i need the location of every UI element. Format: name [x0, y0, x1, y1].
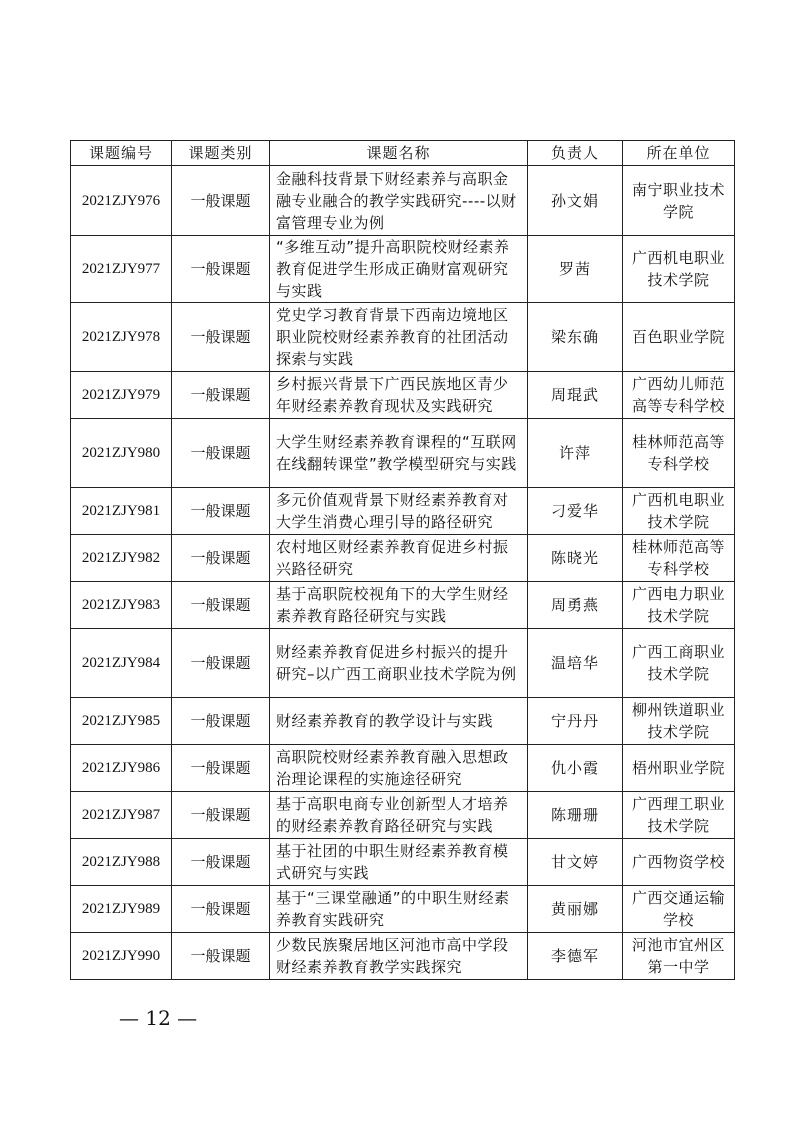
leader-cell: 梁东确: [528, 303, 623, 372]
project-type-cell: 一般课题: [172, 933, 270, 980]
table-header-row: [71, 141, 735, 166]
leader-cell: 罗茜: [528, 236, 623, 303]
table-row: [71, 745, 735, 792]
project-type-cell: 一般课题: [172, 792, 270, 839]
project-id-cell: 2021ZJY987: [71, 792, 172, 839]
project-type-cell: 一般课题: [172, 166, 270, 236]
table-row: [71, 629, 735, 698]
unit-cell: 广西幼儿师范高等专科学校: [623, 372, 735, 419]
project-type-cell: 一般课题: [172, 629, 270, 698]
project-table: [70, 140, 735, 980]
project-id-cell: 2021ZJY977: [71, 236, 172, 303]
leader-cell: 李德军: [528, 933, 623, 980]
header-project-type: 课题类别: [172, 141, 270, 166]
table-row: [71, 303, 735, 372]
table-row: [71, 839, 735, 886]
page-number: — 12 —: [119, 1006, 198, 1030]
project-id-cell: 2021ZJY986: [71, 745, 172, 792]
header-unit: 所在单位: [623, 141, 735, 166]
table-row: [71, 698, 735, 745]
header-project-title: 课题名称: [270, 141, 528, 166]
project-type-cell: 一般课题: [172, 839, 270, 886]
project-title-cell: 财经素养教育促进乡村振兴的提升研究–以广西工商职业技术学院为例: [270, 629, 528, 698]
project-id-cell: 2021ZJY985: [71, 698, 172, 745]
table-row: [71, 488, 735, 535]
project-type-cell: 一般课题: [172, 488, 270, 535]
project-type-cell: 一般课题: [172, 745, 270, 792]
header-leader: 负责人: [528, 141, 623, 166]
table-row: [71, 236, 735, 303]
project-id-cell: 2021ZJY978: [71, 303, 172, 372]
table-row: [71, 792, 735, 839]
leader-cell: 陈珊珊: [528, 792, 623, 839]
table-row: [71, 886, 735, 933]
unit-cell: 百色职业学院: [623, 303, 735, 372]
project-title-cell: 党史学习教育背景下西南边境地区职业院校财经素养教育的社团活动探索与实践: [270, 303, 528, 372]
project-id-cell: 2021ZJY983: [71, 582, 172, 629]
unit-cell: 广西物资学校: [623, 839, 735, 886]
project-title-cell: 基于社团的中职生财经素养教育模式研究与实践: [270, 839, 528, 886]
project-type-cell: 一般课题: [172, 698, 270, 745]
unit-cell: 梧州职业学院: [623, 745, 735, 792]
unit-cell: 广西电力职业技术学院: [623, 582, 735, 629]
leader-cell: 周琨武: [528, 372, 623, 419]
unit-cell: 河池市宜州区第一中学: [623, 933, 735, 980]
project-title-cell: 乡村振兴背景下广西民族地区青少年财经素养教育现状及实践研究: [270, 372, 528, 419]
project-id-cell: 2021ZJY984: [71, 629, 172, 698]
header-project-id: 课题编号: [71, 141, 172, 166]
project-id-cell: 2021ZJY990: [71, 933, 172, 980]
leader-cell: 宁丹丹: [528, 698, 623, 745]
project-id-cell: 2021ZJY988: [71, 839, 172, 886]
table-row: [71, 933, 735, 980]
project-id-cell: 2021ZJY989: [71, 886, 172, 933]
table-row: [71, 582, 735, 629]
project-id-cell: 2021ZJY982: [71, 535, 172, 582]
unit-cell: 桂林师范高等专科学校: [623, 419, 735, 488]
unit-cell: 广西理工职业技术学院: [623, 792, 735, 839]
project-type-cell: 一般课题: [172, 419, 270, 488]
project-title-cell: 财经素养教育的教学设计与实践: [270, 698, 528, 745]
leader-cell: 黄丽娜: [528, 886, 623, 933]
project-title-cell: 农村地区财经素养教育促进乡村振兴路径研究: [270, 535, 528, 582]
unit-cell: 广西交通运输学校: [623, 886, 735, 933]
project-type-cell: 一般课题: [172, 303, 270, 372]
project-title-cell: 基于“三课堂融通”的中职生财经素养教育实践研究: [270, 886, 528, 933]
project-title-cell: 高职院校财经素养教育融入思想政治理论课程的实施途径研究: [270, 745, 528, 792]
project-type-cell: 一般课题: [172, 535, 270, 582]
unit-cell: 南宁职业技术学院: [623, 166, 735, 236]
project-title-cell: “多维互动”提升高职院校财经素养教育促进学生形成正确财富观研究与实践: [270, 236, 528, 303]
leader-cell: 孙文娟: [528, 166, 623, 236]
project-id-cell: 2021ZJY976: [71, 166, 172, 236]
table-row: [71, 372, 735, 419]
leader-cell: 温培华: [528, 629, 623, 698]
unit-cell: 柳州铁道职业技术学院: [623, 698, 735, 745]
project-title-cell: 基于高职院校视角下的大学生财经素养教育路径研究与实践: [270, 582, 528, 629]
project-type-cell: 一般课题: [172, 372, 270, 419]
unit-cell: 广西工商职业技术学院: [623, 629, 735, 698]
leader-cell: 仇小霞: [528, 745, 623, 792]
leader-cell: 甘文婷: [528, 839, 623, 886]
table-row: [71, 419, 735, 488]
project-id-cell: 2021ZJY979: [71, 372, 172, 419]
project-title-cell: 大学生财经素养教育课程的“互联网在线翻转课堂”教学模型研究与实践: [270, 419, 528, 488]
project-type-cell: 一般课题: [172, 886, 270, 933]
leader-cell: 周勇燕: [528, 582, 623, 629]
project-title-cell: 金融科技背景下财经素养与高职金融专业融合的教学实践研究----以财富管理专业为例: [270, 166, 528, 236]
project-type-cell: 一般课题: [172, 582, 270, 629]
unit-cell: 桂林师范高等专科学校: [623, 535, 735, 582]
leader-cell: 许萍: [528, 419, 623, 488]
project-id-cell: 2021ZJY980: [71, 419, 172, 488]
project-type-cell: 一般课题: [172, 236, 270, 303]
project-id-cell: 2021ZJY981: [71, 488, 172, 535]
unit-cell: 广西机电职业技术学院: [623, 236, 735, 303]
project-title-cell: 少数民族聚居地区河池市高中学段财经素养教育教学实践探究: [270, 933, 528, 980]
project-title-cell: 基于高职电商专业创新型人才培养的财经素养教育路径研究与实践: [270, 792, 528, 839]
unit-cell: 广西机电职业技术学院: [623, 488, 735, 535]
leader-cell: 刁爱华: [528, 488, 623, 535]
table-row: [71, 166, 735, 236]
table-row: [71, 535, 735, 582]
project-title-cell: 多元价值观背景下财经素养教育对大学生消费心理引导的路径研究: [270, 488, 528, 535]
leader-cell: 陈晓光: [528, 535, 623, 582]
